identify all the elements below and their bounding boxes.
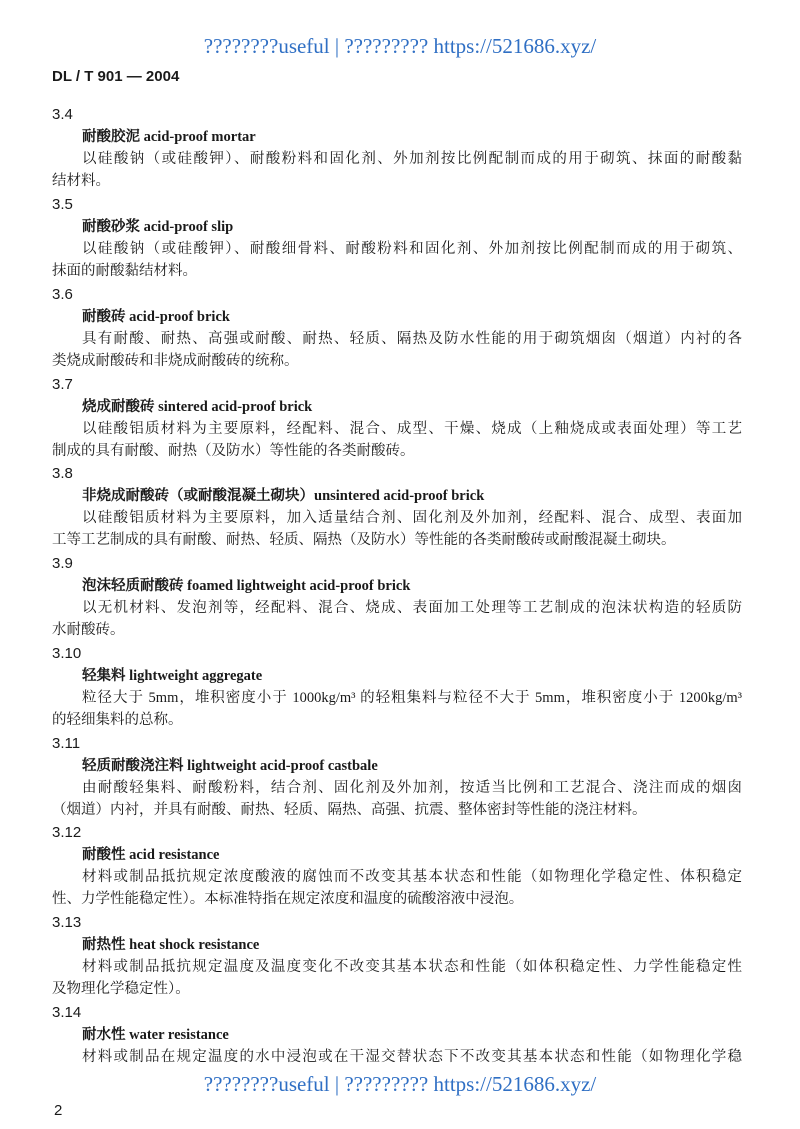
definition-text-line: 的轻细集料的总称。 <box>52 712 183 728</box>
definition-section <box>52 733 742 821</box>
definition-section <box>52 374 742 462</box>
definition-section <box>52 194 742 282</box>
definition-text-line: 具有耐酸、耐热、高强或耐酸、耐热、轻质、隔热及防水性能的用于砌筑烟囱（烟道）内衬的各 <box>82 331 742 347</box>
definition-text-line: 及物理化学稳定性）。 <box>52 981 190 997</box>
term-title: 耐水性 water resistance <box>82 1027 229 1043</box>
term-title: 耐酸胶泥 acid-proof mortar <box>82 129 256 145</box>
definition-text-line: 结材料。 <box>52 173 110 189</box>
section-number: 3.9 <box>52 555 73 572</box>
definition-text-line: 性、力学性能稳定性）。本标准特指在规定浓度和温度的硫酸溶液中浸泡。 <box>52 891 524 907</box>
definition-text-line: 制成的具有耐酸、耐热（及防水）等性能的各类耐酸砖。 <box>52 443 415 459</box>
definition-text-line: 由耐酸轻集料、耐酸粉料，结合剂、固化剂及外加剂，按适当比例和工艺混合、浇注而成的烟囱 <box>82 780 742 796</box>
term-title: 耐酸砂浆 acid-proof slip <box>82 219 234 235</box>
definition-text-line: 类烧成耐酸砖和非烧成耐酸砖的统称。 <box>52 353 299 369</box>
section-number: 3.8 <box>52 465 73 482</box>
definition-section <box>52 104 742 192</box>
term-title: 烧成耐酸砖 sintered acid-proof brick <box>82 399 313 415</box>
section-number: 3.12 <box>52 824 82 841</box>
definition-text-line: 工等工艺制成的具有耐酸、耐热、轻质、隔热（及防水）等性能的各类耐酸砖或耐酸混凝土砌块。 <box>52 532 676 548</box>
definition-section <box>52 1002 742 1068</box>
section-number: 3.14 <box>52 1004 82 1021</box>
definition-text-line: 以硅酸钠（或硅酸钾）、耐酸细骨料、耐酸粉料和固化剂、外加剂按比例配制而成的用于砌筑、 <box>82 241 742 257</box>
page-number: 2 <box>54 1102 63 1119</box>
definition-section <box>52 912 742 1000</box>
section-number: 3.10 <box>52 645 82 662</box>
definition-section <box>52 284 742 372</box>
definition-text-line: 粒径大于 5mm，堆积密度小于 1000kg/m³ 的轻粗集料与粒径不大于 5mm，堆积密度小于 1200kg/m³ <box>82 690 742 706</box>
definition-text-line: 抹面的耐酸黏结材料。 <box>52 263 197 279</box>
term-title: 泡沫轻质耐酸砖 foamed lightweight acid-proof brick <box>82 578 411 594</box>
definition-section <box>52 822 742 910</box>
term-title: 耐酸砖 acid-proof brick <box>82 309 230 325</box>
section-number: 3.6 <box>52 286 73 303</box>
definition-section <box>52 553 742 641</box>
watermark-bottom: ????????useful | ????????? https://521686.xyz/ <box>203 1072 597 1096</box>
term-title: 轻质耐酸浇注料 lightweight acid-proof castbale <box>82 758 378 774</box>
section-number: 3.11 <box>52 735 81 752</box>
definition-text-line: 材料或制品抵抗规定浓度酸液的腐蚀而不改变其基本状态和性能（如物理化学稳定性、体积稳定 <box>82 869 742 885</box>
section-number: 3.13 <box>52 914 82 931</box>
definition-section <box>52 643 742 731</box>
definition-text-line: 以硅酸钠（或硅酸钾）、耐酸粉料和固化剂、外加剂按比例配制而成的用于砌筑、抹面的耐酸黏 <box>82 151 742 167</box>
definition-text-line: 材料或制品在规定温度的水中浸泡或在干湿交替状态下不改变其基本状态和性能（如物理化学稳 <box>82 1049 742 1065</box>
definition-text-line: 以硅酸铝质材料为主要原料，加入适量结合剂、固化剂及外加剂，经配料、混合、成型、表面加 <box>82 510 742 526</box>
term-title: 耐酸性 acid resistance <box>82 847 220 863</box>
section-number: 3.4 <box>52 106 73 123</box>
definition-section <box>52 463 742 551</box>
definition-text-line: 水耐酸砖。 <box>52 622 125 638</box>
section-number: 3.5 <box>52 196 73 213</box>
definition-text-line: 以无机材料、发泡剂等，经配料、混合、烧成、表面加工处理等工艺制成的泡沫状构造的轻质防 <box>82 600 742 616</box>
document-header: DL / T 901 — 2004 <box>52 68 180 85</box>
term-title: 耐热性 heat shock resistance <box>82 937 260 953</box>
watermark-top: ????????useful | ????????? https://521686.xyz/ <box>203 34 597 58</box>
term-title: 轻集料 lightweight aggregate <box>82 668 263 684</box>
term-title: 非烧成耐酸砖（或耐酸混凝土砌块）unsintered acid-proof brick <box>82 488 485 504</box>
definition-text-line: （烟道）内衬，并具有耐酸、耐热、轻质、隔热、高强、抗震、整体密封等性能的浇注材料。 <box>52 802 647 818</box>
section-number: 3.7 <box>52 376 73 393</box>
definition-text-line: 以硅酸铝质材料为主要原料，经配料、混合、成型、干燥、烧成（上釉烧成或表面处理）等工艺 <box>82 421 742 437</box>
definition-text-line: 材料或制品抵抗规定温度及温度变化不改变其基本状态和性能（如体积稳定性、力学性能稳定性 <box>82 959 742 975</box>
